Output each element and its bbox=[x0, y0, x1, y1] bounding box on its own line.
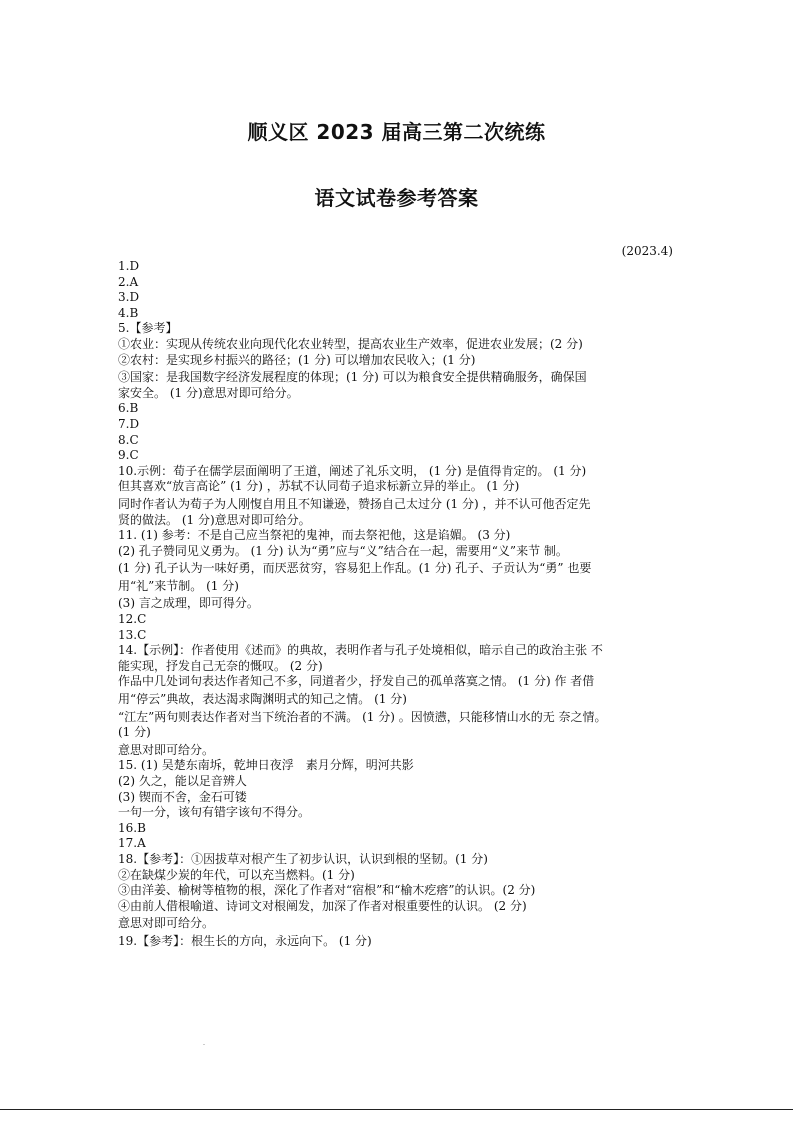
answer-line: 用“停云”典故，表达渴求陶渊明式的知己之情。 (1 分) bbox=[118, 692, 407, 707]
answer-line: 3.D bbox=[118, 290, 140, 305]
answer-line: 意思对即可给分。 bbox=[118, 916, 215, 931]
answer-line: (1 分) bbox=[118, 725, 151, 740]
page-bottom-rule bbox=[0, 1109, 793, 1110]
answer-line: 10.示例：荀子在儒学层面阐明了王道，阐述了礼乐文明， (1 分) 是值得肯定的。 (1 分) bbox=[118, 463, 587, 478]
document-title: 顺义区 2023 届高三第二次统练 bbox=[247, 120, 546, 144]
answer-line: ③由洋姜、榆树等植物的根，深化了作者对“宿根”和“榆木疙瘩”的认识。(2 分) bbox=[118, 883, 536, 898]
answer-line: 13.C bbox=[118, 627, 147, 642]
answer-line: 4.B bbox=[118, 305, 139, 320]
answer-line: 19.【参考】：根生长的方向，永远向下。 (1 分) bbox=[118, 933, 372, 948]
answer-line: ②农村：是实现乡村振兴的路径；(1 分) 可以增加农民收入；(1 分) bbox=[118, 352, 476, 367]
answer-line: 一句一分，该句有错字该句不得分。 bbox=[118, 805, 311, 820]
answer-line: 18.【参考】：①因拔草对根产生了初步认识，认识到根的坚韧。(1 分) bbox=[118, 851, 488, 866]
answer-line: 用“礼”来节制。 (1 分) bbox=[118, 578, 239, 593]
answer-line: 14.【示例】：作者使用《述而》的典故，表明作者与孔子处境相似，暗示自己的政治主张 不 bbox=[118, 643, 603, 658]
answer-line: ④由前人借根喻道、诗词文对根阐发，加深了作者对根重要性的认识。 (2 分) bbox=[118, 898, 527, 913]
answer-body bbox=[118, 259, 678, 950]
answer-line: 但其喜欢“放言高论” (1 分) ，苏轼不认同荀子追求标新立异的举止。 (1 分) bbox=[118, 479, 520, 494]
answer-line: (2) 孔子赞同见义勇为。 (1 分) 认为“勇”应与“义”结合在一起，需要用“义”来节 制。 bbox=[118, 543, 568, 558]
answer-line: 贤的做法。 (1 分)意思对即可给分。 bbox=[118, 512, 311, 527]
answer-line: (2) 久之，能以足音辨人 bbox=[118, 774, 247, 788]
answer-line: 作品中几处词句表达作者知己不多，同道者少，抒发自己的孤单落寞之情。 (1 分) 作 者借 bbox=[118, 674, 595, 689]
answer-line: ③国家：是我国数字经济发展程度的体现；(1 分) 可以为粮食安全提供精确服务，确保国 bbox=[118, 370, 587, 385]
answer-line: (3) 言之成理，即可得分。 bbox=[118, 596, 259, 611]
page-mark bbox=[203, 1044, 205, 1045]
answer-line: 5.【参考】 bbox=[118, 321, 178, 336]
answer-line: ②在缺煤少炭的年代，可以充当燃料。(1 分) bbox=[118, 867, 355, 882]
answer-line: 1.D bbox=[118, 259, 140, 273]
answer-line: 7.D bbox=[118, 416, 140, 431]
answer-line: 12.C bbox=[118, 612, 147, 627]
answer-line: (1 分) 孔子认为一味好勇，而厌恶贫穷，容易犯上作乱。(1 分) 孔子、子贡认为“勇” 也要 bbox=[118, 561, 592, 576]
answer-line: 11. (1) 参考：不是自己应当祭祀的鬼神，而去祭祀他，这是谄媚。 (3 分) bbox=[118, 528, 511, 543]
document-date: (2023.4) bbox=[621, 244, 673, 258]
answer-line: 能实现，抒发自己无奈的慨叹。 (2 分) bbox=[118, 658, 323, 673]
answer-line: 2.A bbox=[118, 274, 139, 289]
answer-line: 家安全。 (1 分)意思对即可给分。 bbox=[118, 385, 299, 400]
answer-line: 同时作者认为荀子为人刚愎自用且不知谦逊，赞扬自己太过分 (1 分) ，并不认可他否定先 bbox=[118, 496, 591, 511]
answer-line: (3) 锲而不舍，金石可镂 bbox=[118, 789, 247, 804]
answer-line: 6.B bbox=[118, 401, 139, 416]
answer-line: 8.C bbox=[118, 432, 139, 447]
answer-line: 15. (1) 吴楚东南坼，乾坤日夜浮 素月分辉，明河共影 bbox=[118, 758, 414, 773]
answer-line: 17.A bbox=[118, 836, 146, 851]
answer-line: 9.C bbox=[118, 448, 139, 463]
answer-line: 意思对即可给分。 bbox=[118, 742, 215, 757]
answer-line: ①农业：实现从传统农业向现代化农业转型，提高农业生产效率，促进农业发展；(2 分) bbox=[118, 336, 583, 351]
document-subtitle: 语文试卷参考答案 bbox=[314, 186, 479, 210]
answer-line: “江左”两句则表达作者对当下统治者的不满。 (1 分) 。因愤懑，只能移情山水的无 奈之情。 bbox=[118, 709, 607, 724]
answer-line: 16.B bbox=[118, 820, 146, 835]
